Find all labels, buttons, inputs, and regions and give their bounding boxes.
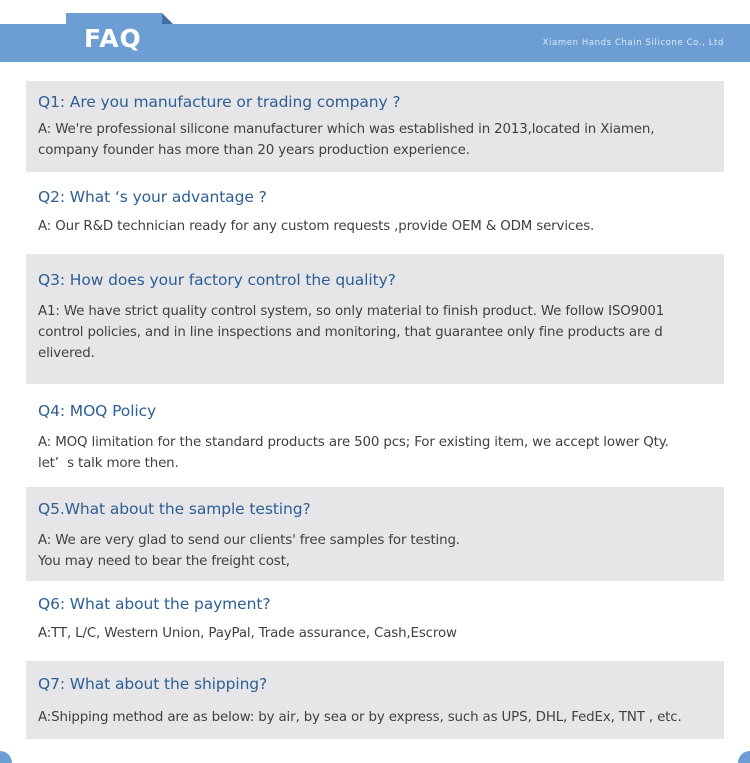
faq-item-q1: [26, 81, 724, 172]
header-tab-fold: [162, 13, 173, 24]
bottom-right-corner: [738, 751, 750, 763]
faq-question: Q7: What about the shipping?: [38, 675, 268, 693]
faq-question: Q3: How does your factory control the quality?: [38, 271, 396, 289]
faq-item-q3: [26, 254, 724, 384]
faq-question: Q2: What ‘s your advantage ?: [38, 188, 267, 206]
faq-question: Q1: Are you manufacture or trading company ?: [38, 93, 401, 111]
faq-item-q7: [26, 661, 724, 739]
faq-item-q2: [26, 178, 724, 248]
faq-answer: A:TT, L/C, Western Union, PayPal, Trade assurance, Cash,Escrow: [38, 626, 457, 641]
faq-question: Q4: MOQ Policy: [38, 402, 157, 420]
faq-answer: A: We're professional silicone manufacturer which was established in 2013,located in Xiamen, company founder has more than 20 years production experience.: [38, 122, 655, 158]
faq-answer: A: MOQ limitation for the standard products are 500 pcs; For existing item, we accept lower Qty. let’ s talk more then.: [38, 435, 669, 471]
page-title: FAQ: [84, 24, 142, 53]
company-name: Xiamen Hands Chain Silicone Co., Ltd: [542, 38, 724, 48]
faq-answer: A: We are very glad to send our clients' free samples for testing. You may need to bear the freight cost,: [38, 533, 460, 569]
faq-item-q4: [26, 390, 724, 482]
bottom-left-corner: [0, 751, 12, 763]
faq-answer: A: Our R&D technician ready for any custom requests ,provide OEM & ODM services.: [38, 219, 595, 234]
faq-item-q6: [26, 586, 724, 656]
faq-item-q5: [26, 487, 724, 581]
faq-question: Q6: What about the payment?: [38, 595, 271, 613]
faq-answer: A1: We have strict quality control system, so only material to finish product. We follow ISO9001 control policies, and in line inspections and monitoring, that guarantee only fine products are d elivered.: [38, 304, 665, 361]
faq-question: Q5.What about the sample testing?: [38, 500, 311, 518]
faq-answer: A:Shipping method are as below: by air, by sea or by express, such as UPS, DHL, FedEx, TNT , etc.: [38, 710, 682, 725]
